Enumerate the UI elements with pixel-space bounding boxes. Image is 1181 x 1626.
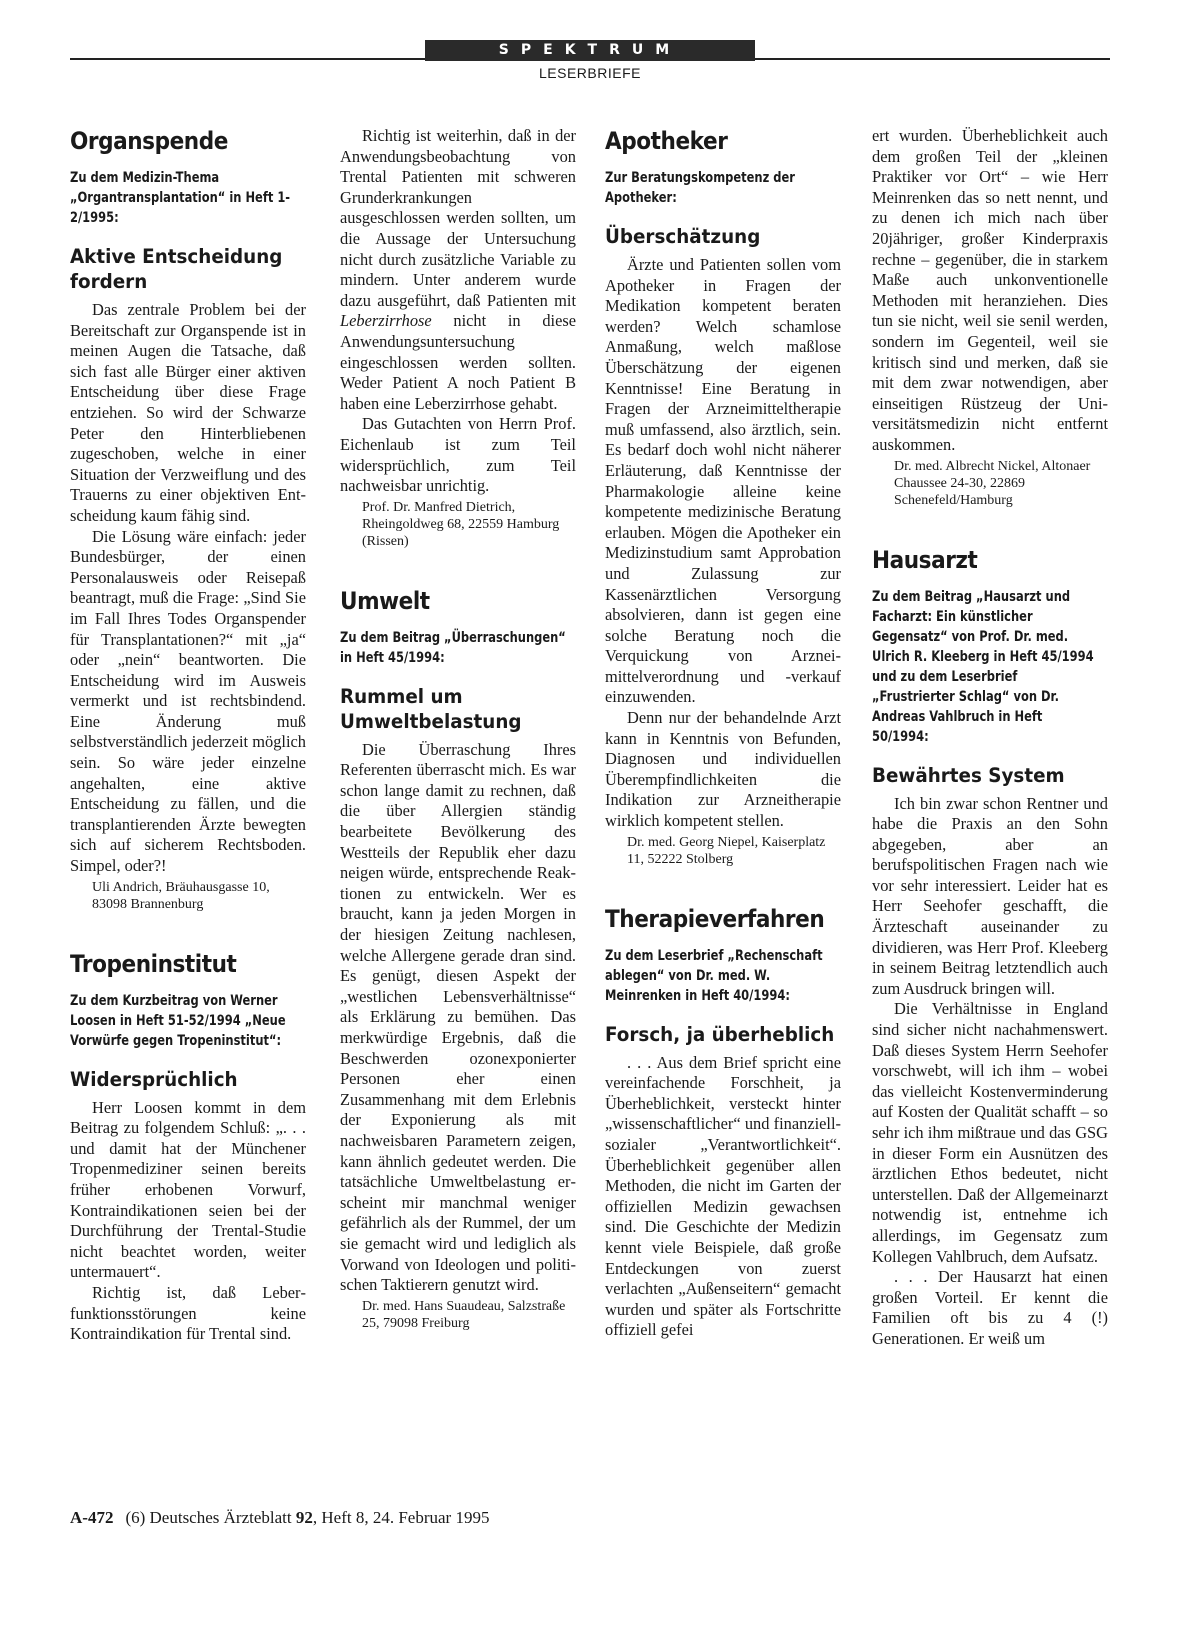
paragraph: Herr Loosen kommt in dem Beitrag zu folgendem Schluß: „. . . und damit hat der Münchener Tropenmediziner seinen bereits früher erhobenen Vorwurf, Kontraindikationen seien bei der Durchführung der Trental-Studie nicht beachtet worden, weiter untermauert“. xyxy=(70,1097,306,1282)
letter-intro: Zu dem Beitrag „Hausarzt und Facharzt: Ein künstlicher Gegensatz“ von Prof. Dr. med. Ulrich R. Kleeberg in Heft 45/1994 und zu dem Leserbrief „Frustrierter Schlag“ von Dr. Andreas Vahlbruch in Heft 50/1994: xyxy=(872,588,1094,745)
paragraph: Die Lösung wäre einfach: jeder Bundesbürger, der einen Personalausweis oder Reisepaß beantragt, muß die Frage: „Sind Sie im Fall Ihres Todes Organspender für Transplantationen?“ mit „ja“ oder „nein“ beantworten. Die Entscheidung wird im Ausweis vermerkt und ist rechtsbindend. Eine Änderung muß selbstverständlich jederzeit möglich sein. So wäre jeder einzelne angehalten, eine aktive Entscheidung zu fällen, und die transplantierenden Ärzte bewegten sich auf sicherem Rechtsboden. Simpel, oder?! xyxy=(70,526,306,876)
issue-date: , Heft 8, 24. Februar 1995 xyxy=(312,1508,490,1527)
letter-intro: Zu dem Beitrag „Überraschungen“ in Heft 45/1994: xyxy=(340,629,566,666)
paragraph: ert wurden. Überheblichkeit auch dem großen Teil der „kleinen Praktiker vor Ort“ – wie Herr Meinrenken das so nett nennt, und zu denen ich mich nach über 20jähriger, großer Kinderpraxis rechne – gegenüber, die in starkem Maße auch unkonventionelle Methoden mit heranziehen. Dies tun sie nicht, weil sie senil werden, sondern im Gegenteil, weil sie kritisch sind und merken, daß sie mit dem zwar notwendigen, aber einseitigen Rüstzeug der Universitätsmedizin nicht entfernt auskommen. xyxy=(872,126,1108,454)
section-subtitle: LESERBRIEFE xyxy=(539,65,641,81)
section-title-hausarzt: Hausarzt xyxy=(872,545,978,574)
section-title-organspende: Organspende xyxy=(70,127,228,155)
section-band: SPEKTRUM xyxy=(425,40,755,61)
letter-intro: Zu dem Kurzbeitrag von Werner Loosen in Heft 51-52/1994 „Neue Vorwürfe gegen Tropeninstitut“: xyxy=(70,992,286,1049)
journal-citation: (6) Deutsches Ärzteblatt xyxy=(125,1508,296,1527)
paragraph xyxy=(340,126,576,414)
paragraph: Richtig ist, daß Leberfunktionsstörungen keine Kontraindikation für Trental sind. xyxy=(70,1282,306,1344)
page-footer xyxy=(70,1508,489,1528)
letter-body xyxy=(872,794,1108,1350)
paragraph: . . . Der Hausarzt hat einen großen Vorteil. Er kennt die Familien oft bis zu 4 (!) Generationen. Er weiß um xyxy=(872,1267,1108,1348)
text-run: nicht in diese Anwendungsuntersuchung eingeschlossen werden sollten. Weder Patient A noch Patient B haben eine Leberzirrhose gehabt. xyxy=(340,311,576,413)
section-title-apotheker: Apotheker xyxy=(605,127,728,155)
letter-headline: Aktive Entscheidung fordern xyxy=(70,245,283,293)
page-number: A-472 xyxy=(70,1508,114,1527)
column-2 xyxy=(340,126,576,1332)
letter-intro: Zur Beratungskompetenz der Apotheker: xyxy=(605,170,795,206)
column-3 xyxy=(605,126,841,1341)
paragraph: Die Verhältnisse in England sind sicher nicht nachahmenswert. Daß dieses System Herrn Seehofer vorschwebt, will ich ihm – wobei das vielleicht Kostenverminderung auf Kosten der Qualität schafft – so sehr ich ihm mißtraue und das GSG in dieser Form ein Ausnützen des ärztlichen Ethos bedeutet, nicht unterstellen. Daß der Allgemeinarzt notwendig ist, entnehme ich allerdings, im Gegensatz zum Kollegen Vahlbruch, dem Aufsatz. xyxy=(872,999,1108,1266)
letter-headline: Überschätzung xyxy=(605,225,761,248)
letter-body xyxy=(340,740,576,1296)
letter-body xyxy=(70,300,306,877)
letter-body xyxy=(605,255,841,832)
paragraph: Ärzte und Patienten sollen vom Apotheker in Fragen der Medikation kompetent beraten werden? Welch schamlose Anmaßung, welch maßlose Überschätzung der eigenen Kenntnisse! Eine Beratung in Fragen der Arzneimitteltherapie muß umfassend, also ärztlich, sein. Es bedarf doch wohl nicht näherer Erläuterung, daß Kenntnisse der Pharmakologie alleine keine kompetente medizinische Beratung erlauben. Mögen die Apotheker ein Medizinstudium samt Approbation und Zulassung zur Kassenärztlichen Versorgung absolvieren, dann ist gegen eine solche Beratung noch die Verquickung von Arzneimittelverordnung und -verkauf einzuwenden. xyxy=(605,255,841,707)
section-title-therapieverfahren: Therapieverfahren xyxy=(605,904,825,933)
letter-signature: Dr. med. Georg Niepel, Kaiserplatz 11, 52222 Stolberg xyxy=(627,834,826,867)
column-1 xyxy=(70,126,306,1345)
paragraph: . . . Aus dem Brief spricht eine vereinfachende Forschheit, ja Überheblichkeit, versteckt hinter „wissenschaftlicher“ und finanziell-sozialer „Verantwortlichkeit“. Überheblichkeit gegenüber allen Methoden, die nicht im Garten der offiziellen Medizin gewachsen sind. Die Geschichte der Medizin kennt viele Beispiele, daß große Entdeckungen von zuerst verlachten „Außenseitern“ gemacht wurden und später als Fortschritte offiziell gefei xyxy=(605,1052,841,1340)
letter-signature: Prof. Dr. Manfred Dietrich, Rheingoldweg 68, 22559 Hamburg (Rissen) xyxy=(362,499,560,549)
paragraph: Die Überraschung Ihres Referenten überrascht mich. Es war schon lange damit zu rechnen, daß die über Allergien ständig bearbeitete Bevölkerung des Westteils der Republik eher dazu neigen würde, entsprechende Reaktionen zu entwickeln. Wer es braucht, kann ja jeden Morgen in der hiesigen Zeitung nachlesen, welche Allergene gerade dran sind. Es genügt, diesen Aspekt der „westlichen Lebensverhältnisse“ als Erklärung zu bemühen. Das merkwürdige Ergebnis, daß die Beschwerden ozonexponierter Personen eher einen Zusammenhang mit dem Erlebnis der Exponierung als mit nachweisbaren Parametern zeigen, kann ähnlich gedeutet werden. Die tatsächliche Umweltbelastung erscheint mir manchmal weniger gefährlich als der Rummel, der um sie gemacht wird und lediglich als Vorwand von Ideologen und politischen Taktierern genutzt wird. xyxy=(340,739,576,1295)
letter-intro: Zu dem Medizin-Thema „Organtransplantation“ in Heft 1-2/1995: xyxy=(70,170,291,226)
paragraph: Das Gutachten von Herrn Prof. Eichenlaub ist zum Teil widersprüchlich, zum Teil nachweisbar unrichtig. xyxy=(340,414,576,496)
letter-signature: Uli Andrich, Bräuhausgasse 10, 83098 Brannenburg xyxy=(92,879,270,912)
paragraph: Denn nur der behandelnde Arzt kann in Kenntnis von Befunden, Diagnosen und individuellen Überempfindlichkeiten die Indikation zur Arzneitherapie wirklich kompetent stellen. xyxy=(605,708,841,831)
letter-body xyxy=(605,1053,841,1341)
letter-signature: Dr. med. Albrecht Nickel, Altonaer Chaussee 24-30, 22869 Schenefeld/Hamburg xyxy=(894,458,1091,508)
letter-headline: Rummel um Umweltbelastung xyxy=(340,684,522,733)
letter-headline: Forsch, ja überheblich xyxy=(605,1022,835,1046)
section-title-umwelt: Umwelt xyxy=(340,586,430,615)
letter-body xyxy=(872,126,1108,456)
letter-signature: Dr. med. Hans Suaudeau, Salzstraße 25, 79098 Freiburg xyxy=(362,1298,566,1331)
text-run: Richtig ist weiterhin, daß in der Anwendungsbeobachtung von Trental Patienten mit schweren Grunderkrankungen ausgeschlossen werden sollten, um die Aussage der Untersuchung nicht durch zusätzliche Variable zu mindern. Unter anderem wurde dazu ausgeführt, daß Patienten mit xyxy=(340,126,576,310)
paragraph: Das zentrale Problem bei der Bereitschaft zur Organspende ist in meinen Augen die Tatsache, daß sich fast alle Bürger einer aktiven Entscheidung über diese Frage entziehen. So wird der Schwarze Peter den Hinterbliebenen zugeschoben, welche in einer Situation der Verzweiflung und des Trauerns zu einer objektiven Entscheidung kaum fähig sind. xyxy=(70,300,306,525)
letter-headline: Widersprüchlich xyxy=(70,1067,238,1091)
section-title-tropeninstitut: Tropeninstitut xyxy=(70,949,237,978)
letter-body xyxy=(340,126,576,497)
italic-term: Leberzirrhose xyxy=(340,311,432,331)
letter-intro: Zu dem Leserbrief „Rechenschaft ablegen“ von Dr. med. W. Meinrenken in Heft 40/1994: xyxy=(605,947,823,1004)
paragraph: Ich bin zwar schon Rentner und habe die Praxis an den Sohn abgegeben, aber an berufspolitischen Fragen nach wie vor sehr interessiert. Leider hat es Herr Seehofer geschafft, die Ärzteschaft auseinander zu dividieren, was Herr Prof. Kleeberg in seinem Beitrag letztendlich auch zum Ausdruck bringen will. xyxy=(872,793,1108,998)
column-4 xyxy=(872,126,1108,1350)
volume-number: 92 xyxy=(295,1508,313,1527)
letter-body xyxy=(70,1098,306,1345)
letter-headline: Bewährtes System xyxy=(872,763,1065,787)
